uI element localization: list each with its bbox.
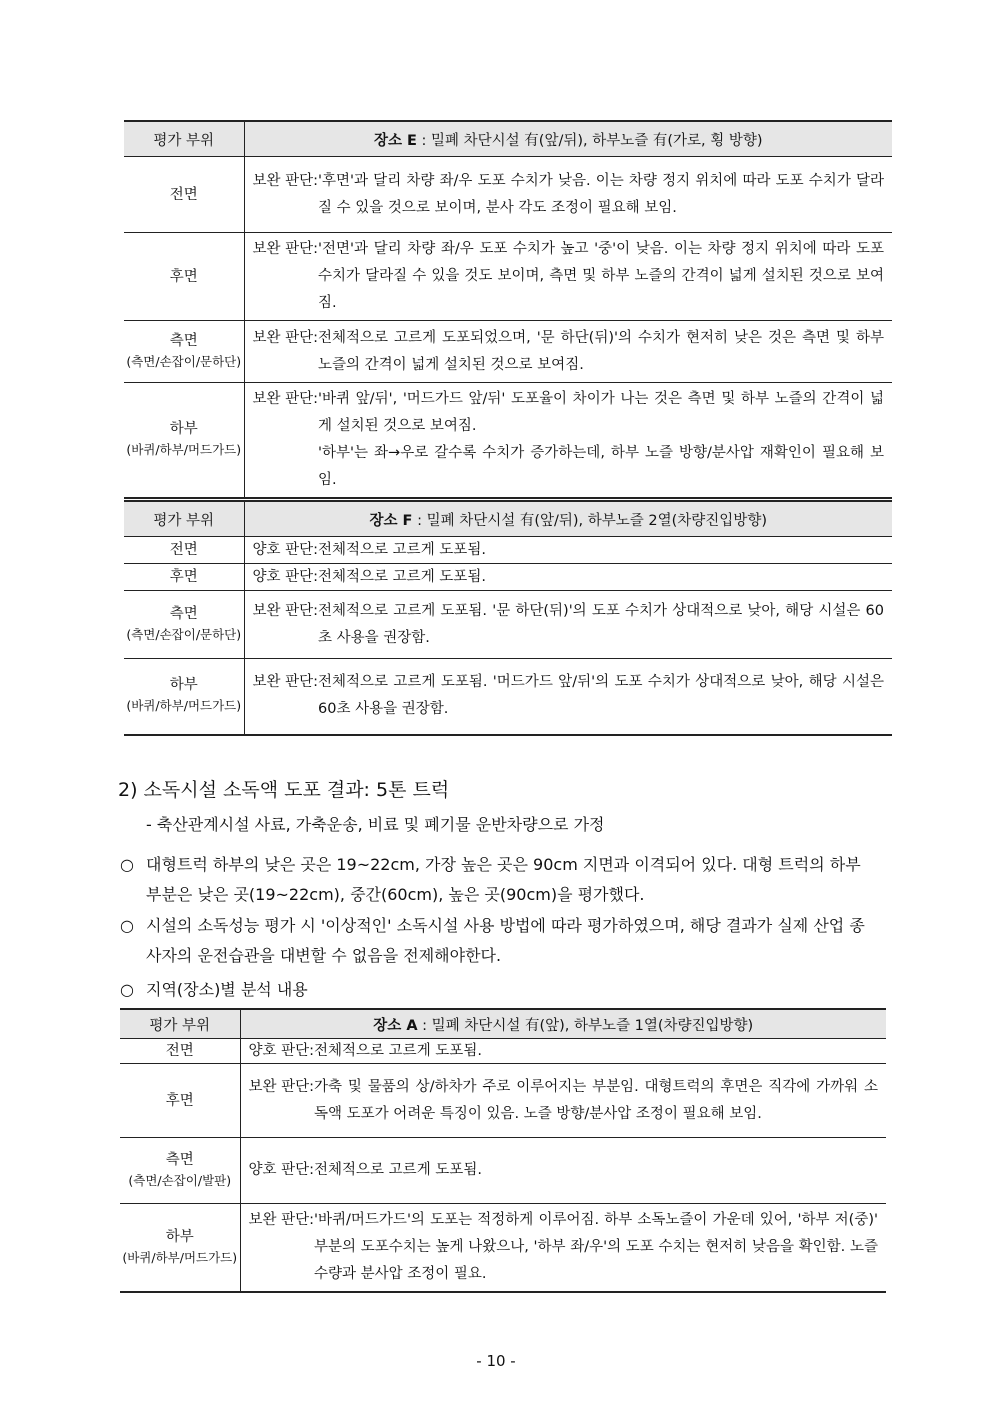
place-name: 장소 F [369,512,413,529]
place-desc: : 밀폐 차단시설 有(앞), 하부노즐 1열(차량진입방향) [417,1017,754,1034]
table-row [124,233,892,321]
judge-label: 보완 판단: [252,674,319,691]
row-part: 후면 [124,233,244,321]
row-part-sub: (바퀴/하부/머드가드) [126,698,242,714]
header-place [240,1009,886,1039]
table-place-a [120,1008,886,1293]
judge-text: '하부'는 좌→우로 갈수록 수치가 증가하는데, 하부 노즐 방향/분사압 재확인이 필요해 보임. [318,445,884,488]
judge-label: 보완 판단: [252,241,319,257]
row-part: 하부 [165,1228,194,1245]
header-place [244,501,892,537]
table-row [124,157,892,233]
judge-label: 양호 판단: [248,1162,315,1178]
table-row [124,564,892,591]
judge-label: 보완 판단: [252,172,319,189]
table-place-e [124,120,892,499]
section-title: 2) 소독시설 소독액 도포 결과: 5톤 트럭 [118,779,450,801]
row-part: 전면 [120,1039,240,1064]
table-row [124,383,892,499]
list-item [120,911,880,971]
page-number: - 10 - [476,1352,516,1370]
table-row [124,591,892,659]
place-desc: : 밀폐 차단시설 有(앞/뒤), 하부노즐 有(가로, 횡 방향) [416,132,763,149]
row-part-sub: (바퀴/하부/머드가드) [122,1249,238,1265]
row-part: 후면 [124,564,244,591]
row-part: 측면 [169,332,198,349]
judge-text: 전체적으로 고르게 도포됨. [318,542,486,558]
judge-label: 보완 판단: [252,391,319,407]
table-row [124,537,892,564]
row-part-sub: (측면/손잡이/문하단) [126,353,242,369]
header-part: 평가 부위 [120,1009,240,1039]
place-name: 장소 A [373,1017,418,1034]
table-row [120,1064,886,1138]
row-part: 하부 [169,677,198,694]
judge-text: 전체적으로 고르게 도포됨. '머드가드 앞/뒤'의 도포 수치가 상대적으로 낮아, 해당 시설은 60초 사용을 권장함. [318,674,884,718]
bullet-list [120,850,880,1005]
bullet-mark: ○ [120,980,134,999]
section-assumption: - 축산관계시설 사료, 가축운송, 비료 및 폐기물 운반차량으로 가정 [146,815,605,834]
bullet-text: 시설의 소독성능 평가 시 '이상적인' 소독시설 사용 방법에 따라 평가하였으며, 해당 결과가 실제 산업 종사자의 운전습관을 대변할 수 없음을 전제해야한다. [146,916,865,965]
judge-text: 전체적으로 고르게 도포되었으며, '문 하단(뒤)'의 수치가 현저히 낮은 것은 측면 및 하부 노즐의 간격이 넓게 설치된 것으로 보여짐. [318,329,884,373]
table-row [124,321,892,383]
table-row [120,1204,886,1293]
row-part-sub: (측면/손잡이/발판) [128,1172,232,1188]
judge-text: 전체적으로 고르게 도포됨. [318,569,486,585]
judge-text: 가축 및 물품의 상/하차가 주로 이루어지는 부분임. 대형트럭의 후면은 직각에 가까워 소독액 도포가 어려운 특징이 있음. 노즐 방향/분사압 조정이 필요해 보임. [314,1078,878,1122]
bullet-text: 지역(장소)별 분석 내용 [146,980,308,999]
judge-label: 양호 판단: [252,569,319,585]
judge-label: 양호 판단: [252,542,319,558]
table-place-f [124,500,892,736]
judge-text: '후면'과 달리 차량 좌/우 도포 수치가 낮음. 이는 차량 정지 위치에 따라 도포 수치가 달라질 수 있을 것으로 보이며, 분사 각도 조정이 필요해 보임. [318,172,884,216]
row-part: 전면 [124,537,244,564]
table-header [120,1009,886,1039]
header-part: 평가 부위 [124,501,244,537]
row-part: 측면 [169,605,198,622]
judge-label: 보완 판단: [248,1078,315,1095]
judge-label: 보완 판단: [252,602,319,619]
judge-text: '바퀴/머드가드'의 도포는 적정하게 이루어짐. 하부 소독노즐이 가운데 있어, '하부 저(중)' 부분의 도포수치는 높게 나왔으나, '하부 좌/우'의 도포 수치는 현저히 낮음을 확인함. 노즐 수량과 분사압 조정이 필요. [314,1212,878,1282]
table-header [124,501,892,537]
bullet-mark: ○ [120,916,134,935]
bullet-mark: ○ [120,855,134,874]
list-item [120,975,880,1005]
judge-text: 전체적으로 고르게 도포됨. [314,1043,482,1059]
row-part-sub: (바퀴/하부/머드가드) [126,442,242,457]
table-row [124,659,892,735]
judge-label: 양호 판단: [248,1043,315,1059]
table-header [124,121,892,157]
judge-text: 전체적으로 고르게 도포됨. [314,1162,482,1178]
judge-label: 보완 판단: [252,329,319,346]
bullet-text: 대형트럭 하부의 낮은 곳은 19~22cm, 가장 높은 곳은 90cm 지면과 이격되어 있다. 대형 트럭의 하부 부분은 낮은 곳(19~22cm), 중간(60cm), 높은 곳(90cm)을 평가했다. [146,855,861,904]
place-name: 장소 E [373,132,417,149]
row-part: 하부 [169,421,198,437]
list-item [120,850,880,910]
table-row [120,1138,886,1204]
judge-text: '바퀴 앞/뒤', '머드가드 앞/뒤' 도포율이 차이가 나는 것은 측면 및 하부 노즐의 간격이 넓게 설치된 것으로 보여짐. [318,391,884,434]
header-place [244,121,892,157]
judge-text: '전면'과 달리 차량 좌/우 도포 수치가 높고 '중'이 낮음. 이는 차량 정지 위치에 따라 도포 수치가 달라질 수 있을 것도 보이며, 측면 및 하부 노즐의 간격이 넓게 설치된 것으로 보여짐. [318,241,884,311]
judge-text: 전체적으로 고르게 도포됨. '문 하단(뒤)'의 도포 수치가 상대적으로 낮아, 해당 시설은 60초 사용을 권장함. [318,602,884,646]
row-part: 후면 [120,1064,240,1138]
table-row [120,1039,886,1064]
row-part: 측면 [165,1151,194,1168]
header-part: 평가 부위 [124,121,244,157]
judge-label: 보완 판단: [248,1212,315,1228]
row-part: 전면 [124,157,244,233]
place-desc: : 밀폐 차단시설 有(앞/뒤), 하부노즐 2열(차량진입방향) [412,512,767,529]
row-part-sub: (측면/손잡이/문하단) [126,626,242,642]
